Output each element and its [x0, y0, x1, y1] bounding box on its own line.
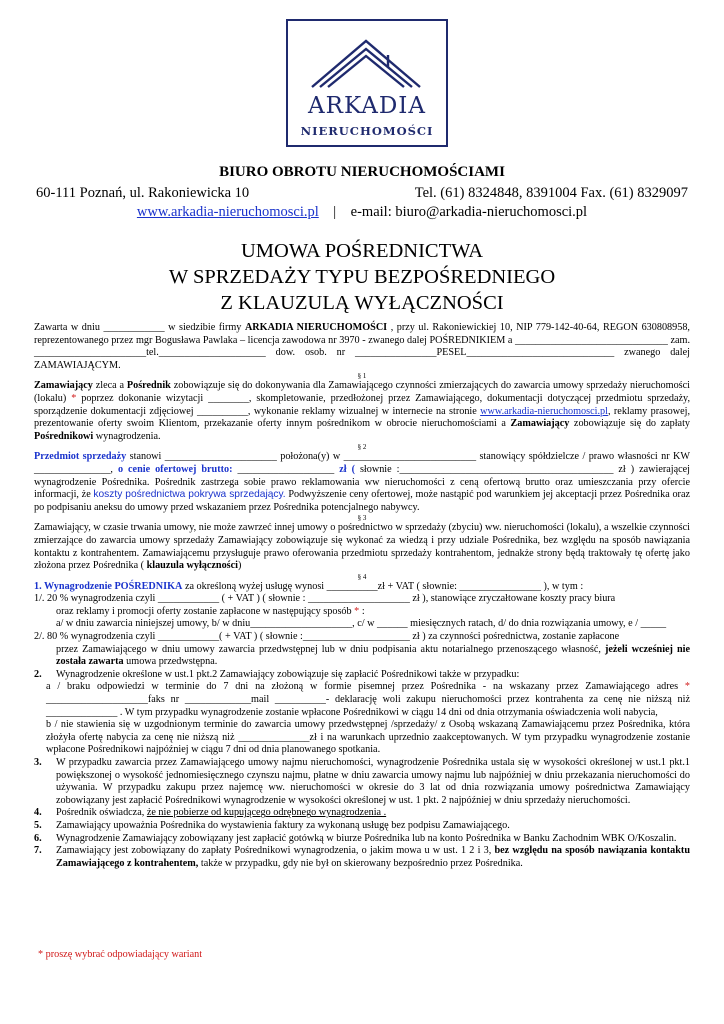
company-address: 60-111 Poznań, ul. Rakoniewicka 10 — [36, 185, 250, 201]
section-4-point-1-1: 1/. 20 % wynagrodzenia czyli ____________ ( + VAT ) ( słownie : ____________________ zł ), stanowiące zryczałtowane koszty pracy biura — [34, 593, 616, 605]
section-4-point-2b: b / nie stawienia się w uzgodnionym terminie do zawarcia umowy przedwstępnej /sprzedaży/ z Osobą wskazaną Zamawiającemu przez Pośrednika, która złożyła ofertę nabycia za cenę nie niższą niż ______________zł i na warunkach uprzednio zaakceptowanych. W tym przypadku wynagrodzenie zostanie wpłacone Pośrednikowi najpóźniej w ciągu 7 dni od dnia planowanego spotkania. — [46, 719, 690, 756]
intro-paragraph: Zawarta w dniu ____________ w siedzibie firmy ARKADIA NIERUCHOMOŚCI , przy ul. Rakoniewickiej 10, NIP 779-142-40-64, REGON 630808958, reprezentowanego przez mgr Bogusława Pawlaka – licencja zawodowa nr 3970 - zwanego dalej POŚREDNIKIEM a ______________________________ zam. ______________________tel._____________________ dow. osob. nr ________________PESEL_____________________________ zwanego dalej ZAMAWIAJĄCYM. — [34, 322, 690, 371]
roof-house-logo-graphic — [288, 21, 446, 145]
company-logo — [286, 19, 448, 147]
section-3-mark: § 3 — [357, 514, 367, 523]
document-title-line1: UMOWA POŚREDNICTWA — [240, 240, 484, 262]
section-4-point-5: 5. Zamawiający upoważnia Pośrednika do wystawienia faktury za wykonaną usługę bez podpisu Zamawiającego. — [34, 819, 510, 831]
section-4-point-3: 3. W przypadku zawarcia przez Zamawiającego umowy najmu nieruchomości, wynagrodzenie Pośrednika ustala się w wysokości określonej w ust.1 pkt.1 powiększonej o wysokość jednomiesięcznego czynszu najmu, płatne w dniu zawarcia umowy najmu lub najpóźniej w dniu przekazania nieruchomości do używania. W przypadku zakupu przez najemcę ww. nieruchomości w okresie do 3 lat od dnia rozwiązania umowy pośrednictwa Zamawiający zobowiązany jest zapłacić Pośrednikowi wynagrodzenie w wysokości określonej w ust. 1 pkt. 2 najpóźniej w dniu sprzedaży nieruchomości. — [34, 757, 690, 806]
company-contact-line — [36, 185, 688, 202]
separator: | — [333, 204, 337, 220]
document-title-line3: Z KLAUZULĄ WYŁĄCZNOŚCI — [220, 292, 504, 314]
contract-body — [34, 322, 690, 870]
company-phones: Tel. (61) 8324848, 8391004 Fax. (61) 8329097 — [414, 185, 688, 201]
logo-sub-text: NIERUCHOMOŚCI — [300, 124, 434, 138]
website-link-inline[interactable]: www.arkadia-nieruchomosci.pl — [480, 405, 608, 417]
logo-brand-text: ARKADIA — [308, 93, 426, 119]
section-3-text: Zamawiający, w czasie trwania umowy, nie może zawrzeć innej umowy o pośrednictwo w sprzedaży (zbyciu) ww. nieruchomości (lokalu), a wszelkie czynności zmierzające do zawarcia umowy sprzedaży Zamawiający zobowiązuje się wykonać za wiedzą i przy udziale Pośrednika, bez względu na sposób nawiązania kontaktu z kontrahentem. Zamawiającemu przysługuje prawo oferowania przedmiotu sprzedaży kontrahentom, jednakże strony będą traktowały tę ofertę jako złożona przez Pośrednika ( klauzula wyłączności) — [34, 522, 690, 572]
section-4-point-1-2: 2/. 80 % wynagrodzenia czyli ____________( + VAT ) ( słownie :_____________________ zł ) za czynności pośrednictwa, zostanie zapłacone — [34, 631, 620, 643]
footnote: * proszę wybrać odpowiadający wariant — [38, 949, 203, 960]
section-4-point-2a: a / braku odpowiedzi w terminie do 7 dni na złożoną w formie pisemnej przez Pośrednika - na wskazany przez Zamawiającego adres * ____________________faks nr _____________mail __________- deklarację woli zakupu nieruchomości przez kontrahenta za cenę nie niższą niż ______________ . W tym przypadku wynagrodzenie zostanie wpłacone Pośrednikowi w ciągu 14 dni od dnia otrzymania oświadczenia woli nabycia, — [46, 681, 690, 718]
section-4-mark: § 4 — [357, 572, 367, 581]
section-1-text: Zamawiający zleca a Pośrednik zobowiązuje się do dokonywania dla Zamawiającego czynności zmierzających do zawarcia umowy sprzedaży nieruchomości (lokalu) * poprzez dokonanie wizytacji ________, skompletowanie, przedłożonej przez Zamawiającego, dokumentacji dotyczącej przedmiotu sprzedaży, sporządzenie dokumentacji zdjęciowej __________, wykonanie reklamy wizualnej w internecie na stronie www.arkadia-nieruchomosci.pl, reklamy prasowej, prezentowanie oferty swoim Klientom, przekazanie oferty innym pośrednikom w obrocie nieruchomościami a Zamawiający zobowiązuje się do zapłaty Pośrednikowi wynagrodzenia. — [34, 380, 691, 442]
company-name: BIURO OBROTU NIERUCHOMOŚCIAMI — [219, 164, 505, 180]
section-4-point-6: 6. Wynagrodzenie Zamawiający zobowiązany jest zapłacić gotówką w biurze Pośrednika lub na konto Pośrednika w Banku Zachodnim WBK O/Koszalin. — [34, 832, 677, 844]
section-4-point-1: 1. Wynagrodzenie POŚREDNIKA za określoną wyżej usługę wynosi __________zł + VAT ( słownie: ________________ ), w tym : — [34, 580, 584, 592]
company-email: e-mail: biuro@arkadia-nieruchomosci.pl — [350, 204, 588, 220]
section-2-mark: § 2 — [357, 443, 367, 452]
section-1-mark: § 1 — [357, 372, 367, 381]
company-web-line — [0, 204, 724, 221]
section-4-point-1-1-cont: oraz reklamy i promocji oferty zostanie zapłacone w następujący sposób * : — [56, 605, 365, 617]
section-4-point-1-2-cont: przez Zamawiającego w dniu umowy zawarcia przedwstępnej lub w dniu podpisania aktu notarialnego przenoszącego własność, jeżeli wcześniej nie została zawarta umowa przedwstępna. — [56, 643, 690, 668]
section-4-point-7: 7. Zamawiający jest zobowiązany do zapłaty Pośrednikowi wynagrodzenia, o jakim mowa u w ust. 1 2 i 3, bez względu na sposób nawiązania kontaktu Zamawiającego z kontrahentem, także w przypadku, gdy nie był on skierowany bezpośrednio przez Pośrednika. — [34, 845, 690, 869]
document-title-line2: W SPRZEDAŻY TYPU BEZPOŚREDNIEGO — [168, 266, 556, 288]
website-link[interactable]: www.arkadia-nieruchomosci.pl — [136, 204, 319, 220]
section-4-payment-options: a/ w dniu zawarcia niniejszej umowy, b/ w dniu____________________, c/ w ______ miesięcznych ratach, d/ do dnia rozwiązania umowy, e / _____ — [56, 618, 667, 630]
section-2-text: Przedmiot sprzedaży stanowi ______________________ położona(y) w __________________________ stanowiący spółdzielcze / prawo własności nr KW _______________, o cenie ofertowej brutto: ___________________ zł ( słownie :__________________________________________ zł ) zawierającej wynagrodzenie Pośrednika. Pośrednik zastrzega sobie prawo reklamowania ww nieruchomości z ceną ofertową brutto oraz umieszczania przy ofercie informacji, że koszty pośrednictwa pokrywa sprzedający. Podwyższenie ceny ofertowej, może nastąpić pod warunkiem jej akceptacji przez Pośrednika oraz po podpisaniu aneksu do umowy przed wskazaniem przez Pośrednika potencjalnego nabywcy. — [34, 451, 691, 513]
section-4-point-4: 4. Pośrednik oświadcza, że nie pobierze od kupującego odrębnego wynagrodzenia . — [34, 807, 387, 819]
section-4-point-2: 2. Wynagrodzenie określone w ust.1 pkt.2 Zamawiający zobowiązuje się zapłacić Pośrednikowi także w przypadku: — [34, 668, 520, 680]
